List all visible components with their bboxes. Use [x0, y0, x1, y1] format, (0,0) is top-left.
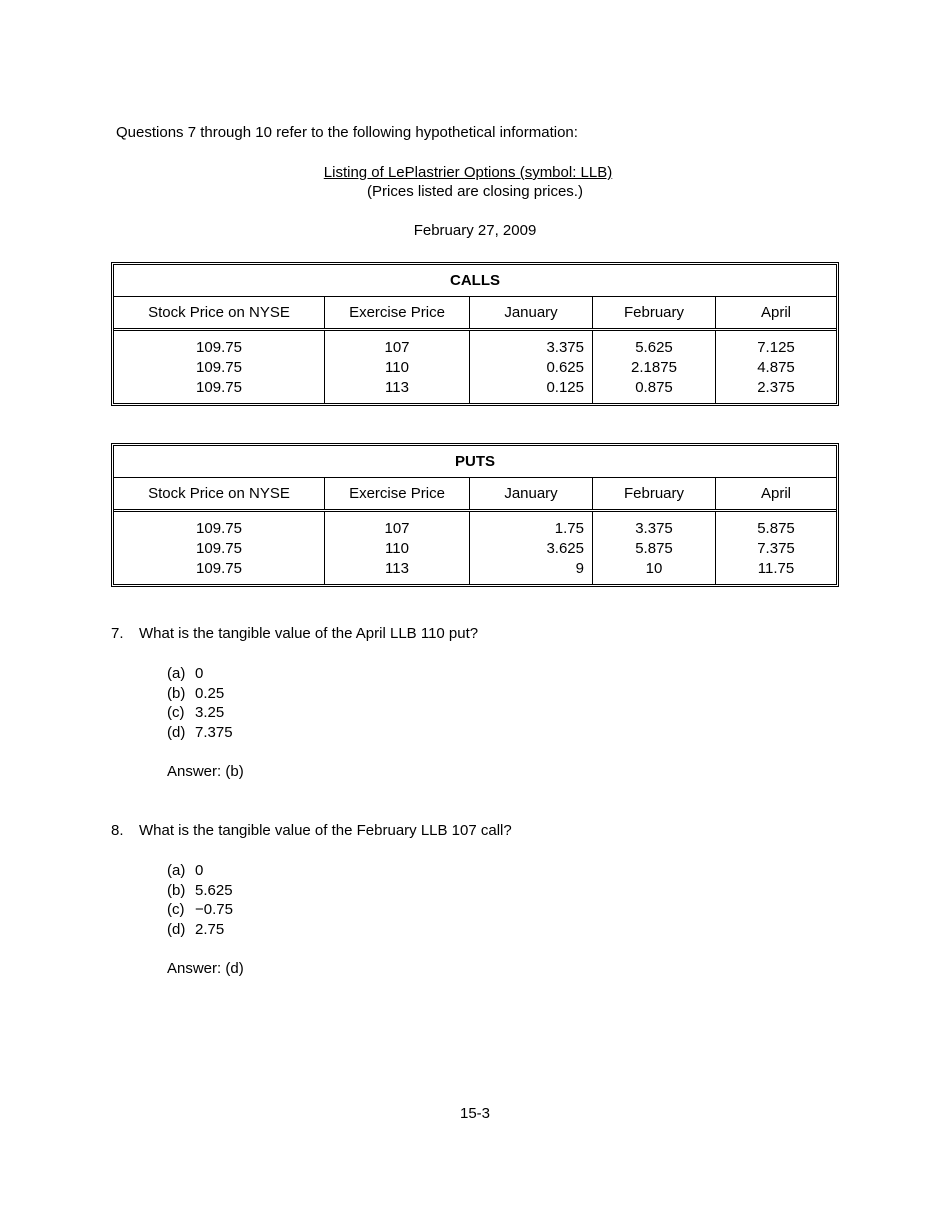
question-8 [111, 822, 512, 839]
question-7 [111, 625, 478, 642]
option-d: (d) 7.375 [167, 723, 233, 741]
column-header: Exercise Price [325, 297, 470, 330]
listing-date: February 27, 2009 [413, 222, 537, 239]
option-d: (d) 2.75 [167, 920, 225, 938]
column-header: April [716, 478, 837, 511]
option-a: (a) 0 [167, 862, 204, 879]
column-header: January [470, 297, 593, 330]
question-text: What is the tangible value of the February LLB 107 call? [139, 822, 512, 839]
column-header: April [716, 297, 837, 330]
question-8-answer: Answer: (d) [167, 960, 244, 977]
column-header: Exercise Price [325, 478, 470, 511]
column-header: Stock Price on NYSE [114, 478, 325, 511]
february-cell: 5.625 2.1875 0.875 [593, 330, 716, 404]
calls-title: CALLS [114, 265, 836, 297]
option-c: (c) −0.75 [167, 901, 233, 918]
stock-price-cell: 109.75 109.75 109.75 [114, 330, 325, 404]
question-text: What is the tangible value of the April LLB 110 put? [139, 625, 479, 642]
exercise-price-cell: 107 110 113 [325, 511, 470, 585]
january-cell: 1.75 3.625 9 [470, 511, 593, 585]
question-7-options [167, 664, 233, 742]
question-number: 7. [111, 625, 124, 642]
question-8-options [167, 861, 233, 939]
listing-subtitle: (Prices listed are closing prices.) [367, 183, 583, 200]
option-c: (c) 3.25 [167, 704, 225, 721]
question-number: 8. [111, 822, 124, 839]
question-7-answer: Answer: (b) [167, 763, 244, 780]
puts-table [111, 443, 839, 587]
stock-price-cell: 109.75 109.75 109.75 [114, 511, 325, 585]
page-number: 15-3 [459, 1105, 491, 1122]
listing-title: Listing of LePlastrier Options (symbol: LLB) [323, 164, 613, 181]
january-cell: 3.375 0.625 0.125 [470, 330, 593, 404]
puts-title: PUTS [114, 446, 836, 478]
option-b: (b) 0.25 [167, 684, 225, 702]
column-header: January [470, 478, 593, 511]
column-header: February [593, 297, 716, 330]
option-b: (b) 5.625 [167, 881, 233, 899]
option-a: (a) 0 [167, 665, 204, 682]
column-header: Stock Price on NYSE [114, 297, 325, 330]
april-cell: 5.875 7.375 11.75 [757, 520, 795, 577]
exercise-price-cell: 107 110 113 [325, 330, 470, 404]
column-header: February [593, 478, 716, 511]
calls-table [111, 262, 839, 406]
intro-text: Questions 7 through 10 refer to the following hypothetical information: [116, 124, 578, 141]
april-cell: 7.125 4.875 2.375 [757, 339, 795, 396]
february-cell: 3.375 5.875 10 [593, 511, 716, 585]
